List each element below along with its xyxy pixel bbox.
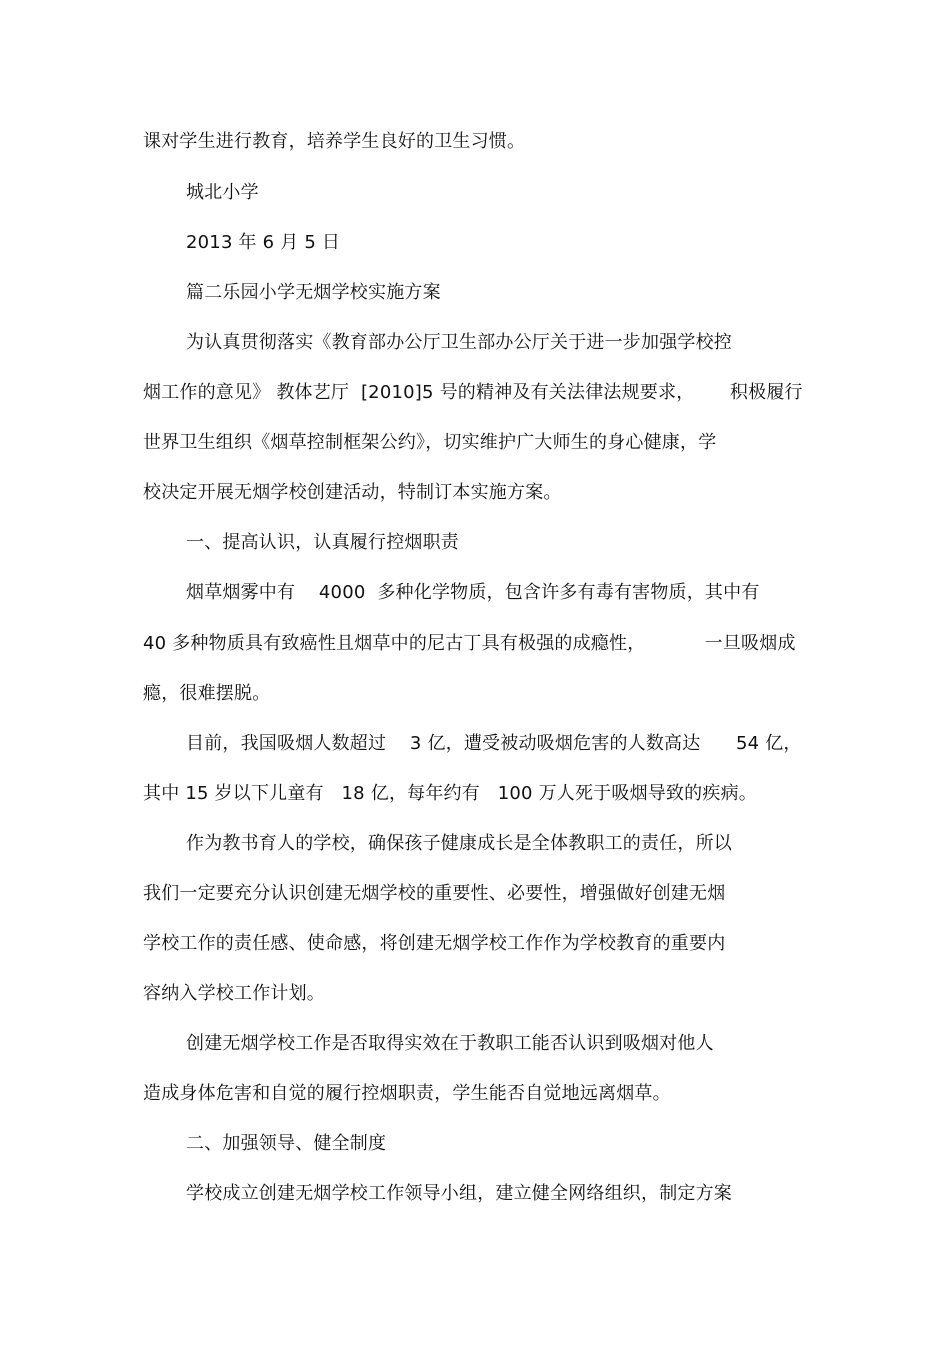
signature-date: 2013 年 6 月 5 日 — [186, 232, 341, 253]
text-line: 作为教书育人的学校，确保孩子健康成长是全体教职工的责任，所以 — [186, 833, 732, 854]
heading-1: 一、提高认识，认真履行控烟职责 — [186, 532, 459, 553]
text-line: 瘾，很难摆脱。 — [143, 683, 271, 704]
text-line: 40 多种物质具有致癌性且烟草中的尼古丁具有极强的成瘾性， 一旦吸烟成 — [143, 633, 796, 654]
text-line: 容纳入学校工作计划。 — [143, 983, 325, 1004]
text-line: 烟工作的意见》 教体艺厅 [2010]5 号的精神及有关法律法规要求， 积极履行 — [143, 382, 803, 403]
text-line: 为认真贯彻落实《教育部办公厅卫生部办公厅关于进一步加强学校控 — [186, 332, 732, 353]
text-line: 校决定开展无烟学校创建活动，特制订本实施方案。 — [143, 482, 562, 503]
text-line: 创建无烟学校工作是否取得实效在于教职工能否认识到吸烟对他人 — [186, 1033, 714, 1054]
section-title: 篇二乐园小学无烟学校实施方案 — [186, 282, 441, 303]
text-line: 学校成立创建无烟学校工作领导小组，建立健全网络组织，制定方案 — [186, 1183, 732, 1204]
text-line: 目前，我国吸烟人数超过 3 亿，遭受被动吸烟危害的人数高达 54 亿， — [186, 733, 802, 754]
text-line: 其中 15 岁以下儿童有 18 亿，每年约有 100 万人死于吸烟导致的疾病。 — [143, 783, 757, 804]
text-line: 课对学生进行教育，培养学生良好的卫生习惯。 — [143, 131, 526, 152]
heading-2: 二、加强领导、健全制度 — [186, 1133, 387, 1154]
signature-school: 城北小学 — [186, 182, 259, 203]
text-line: 世界卫生组织《烟草控制框架公约》，切实维护广大师生的身心健康，学 — [143, 432, 717, 453]
text-line: 烟草烟雾中有 4000 多种化学物质，包含许多有毒有害物质，其中有 — [186, 582, 760, 603]
text-line: 我们一定要充分认识创建无烟学校的重要性、必要性，增强做好创建无烟 — [143, 883, 726, 904]
text-line: 造成身体危害和自觉的履行控烟职责，学生能否自觉地远离烟草。 — [143, 1083, 671, 1104]
text-line: 学校工作的责任感、使命感，将创建无烟学校工作作为学校教育的重要内 — [143, 933, 726, 954]
